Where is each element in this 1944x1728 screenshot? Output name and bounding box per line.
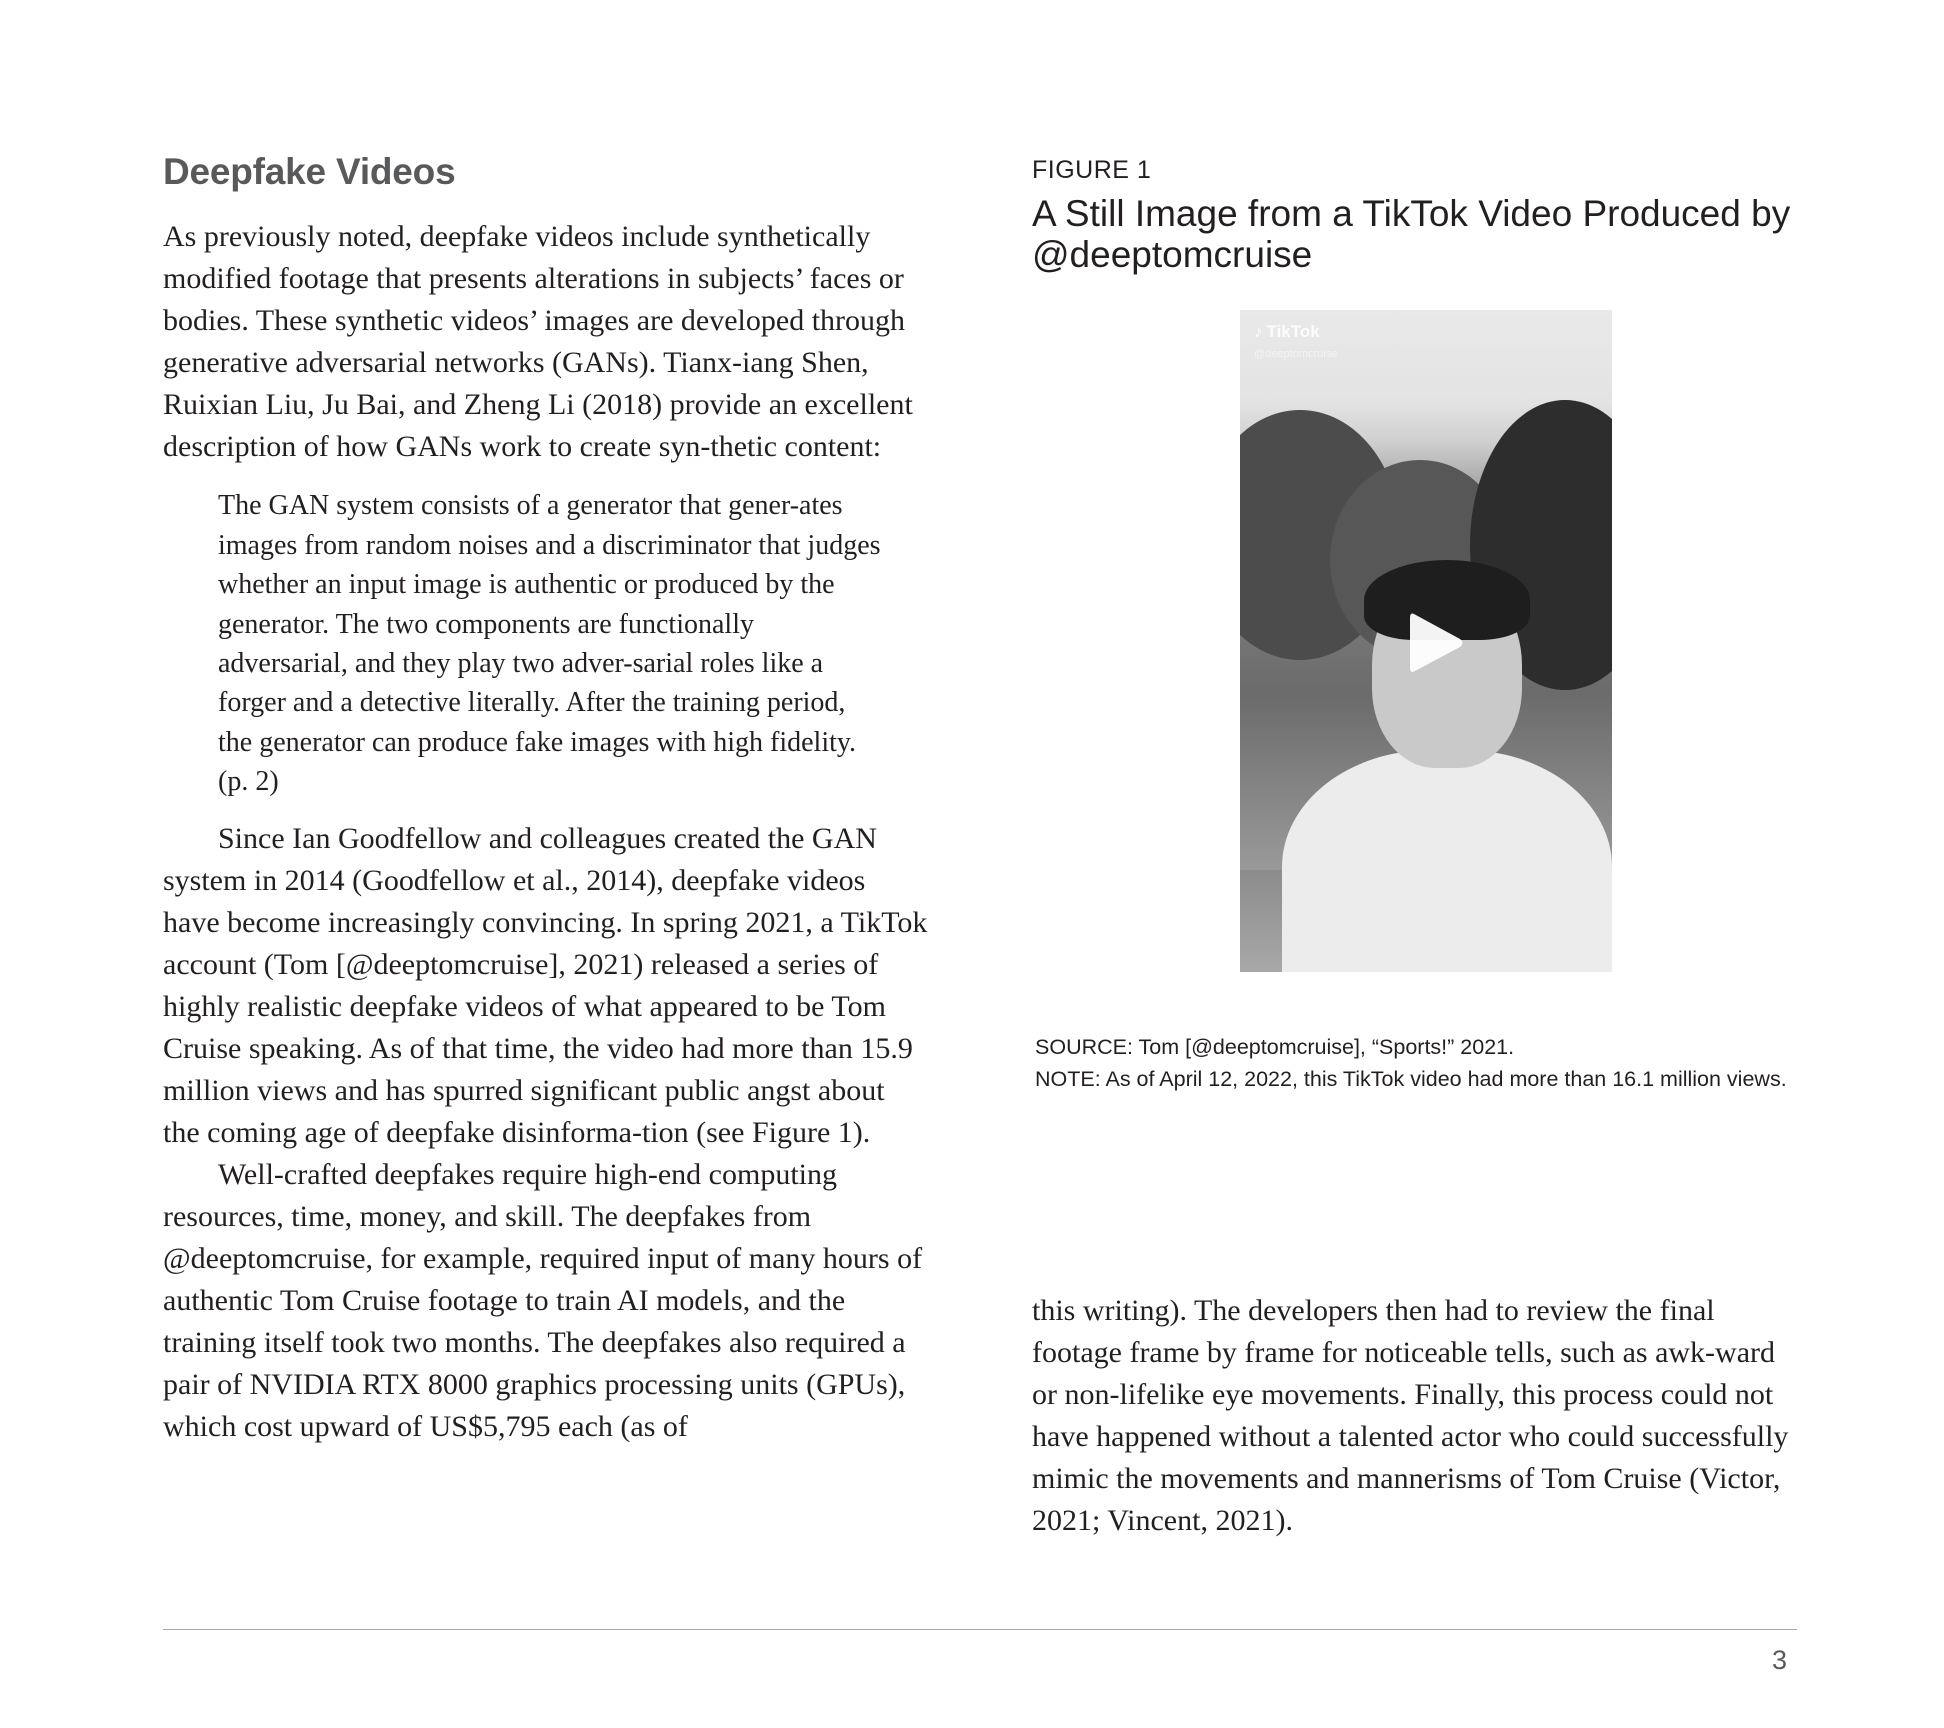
section-heading: Deepfake Videos (163, 151, 456, 192)
tiktok-brand-text: TikTok (1266, 322, 1320, 341)
figure-notes (1035, 1035, 1805, 1099)
tiktok-handle: @deeptomcruise (1254, 348, 1338, 360)
left-column (163, 150, 928, 1448)
figure-source: SOURCE: Tom [@deeptomcruise], “Sports!” 2021. (1035, 1035, 1515, 1059)
tiktok-video-still[interactable] (1240, 310, 1612, 972)
footer-rule (163, 1629, 1797, 1630)
right-column (1032, 1290, 1802, 1542)
page-number: 3 (1772, 1645, 1788, 1675)
paragraph-resources-continued: this writing). The developers then had to review the final footage frame by frame for noticeable tells, such as awk-ward or non-lifelike eye movements. Finally, this process could not have happened without a talented actor who could successfully mimic the movements and mannerisms of Tom Cruise (Victor, 2021; Vincent, 2021). (1032, 1294, 1789, 1537)
paragraph-resources: Well-crafted deepfakes require high-end computing resources, time, money, and skill. The deepfakes from @deeptomcruise, for example, required input of many hours of authentic Tom Cruise footage to train AI models, and the training itself took two months. The deepfakes also required a pair of NVIDIA RTX 8000 graphics processing units (GPUs), which cost upward of US$5,795 each (as of (163, 1157, 923, 1443)
figure-title: A Still Image from a TikTok Video Produced by @deeptomcruise (1032, 193, 1791, 275)
paragraph-intro: As previously noted, deepfake videos include synthetically modified footage that presents alterations in subjects’ faces or bodies. These synthetic videos’ images are developed through generative adversarial networks (GANs). Tianx-iang Shen, Ruixian Liu, Ju Bai, and Zheng Li (2018) provide an excellent description of how GANs work to create syn-thetic content: (163, 220, 913, 464)
figure-note: NOTE: As of April 12, 2022, this TikTok video had more than 16.1 million views. (1035, 1067, 1787, 1091)
tiktok-watermark (1254, 322, 1320, 342)
paragraph-goodfellow: Since Ian Goodfellow and colleagues created the GAN system in 2014 (Goodfellow et al., 2014), deepfake videos have become increasingly convincing. In spring 2021, a TikTok account (Tom [@deeptomcruise], 2021) released a series of highly realistic deepfake videos of what appeared to be Tom Cruise speaking. As of that time, the video had more than 15.9 million views and has spurred significant public angst about the coming age of deepfake disinforma-tion (see Figure 1). (163, 821, 928, 1149)
figure-header (1032, 155, 1802, 275)
block-quote: The GAN system consists of a generator that gener-ates images from random noises and a discriminator that judges whether an input image is authentic or produced by the generator. The two components are functionally adversarial, and they play two adver-sarial roles like a forger and a detective literally. After the training period, the generator can produce fake images with high fidelity. (p. 2) (218, 490, 881, 798)
tiktok-note-icon: ♪ (1254, 322, 1263, 341)
play-icon[interactable] (1406, 610, 1466, 676)
figure-label: FIGURE 1 (1032, 156, 1152, 184)
person-shirt (1282, 750, 1612, 972)
